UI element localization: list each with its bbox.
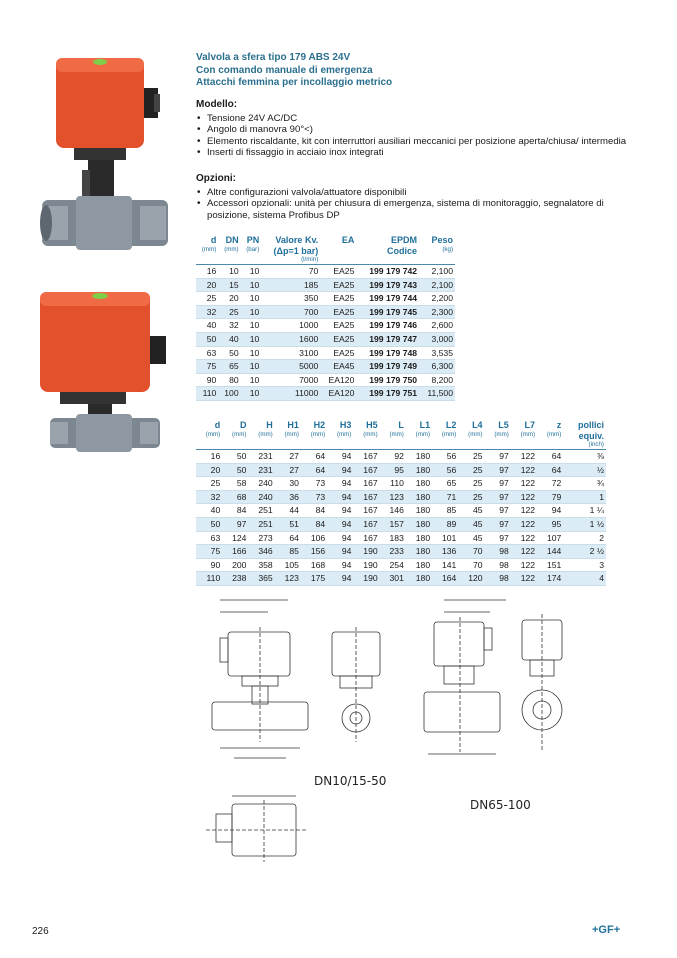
- table-cell: 10: [241, 292, 262, 306]
- table-cell: 180: [406, 545, 432, 559]
- table-cell: 95: [380, 463, 406, 477]
- table-cell: 20: [196, 463, 222, 477]
- table-cell: 97: [485, 504, 511, 518]
- table-cell: 1000: [261, 319, 320, 333]
- table-cell: 84: [222, 504, 248, 518]
- table-cell: 122: [511, 463, 537, 477]
- table-cell: 180: [406, 463, 432, 477]
- table-cell: 251: [248, 517, 274, 531]
- table-cell: EA120: [320, 373, 356, 387]
- table-cell: 199 179 747: [356, 332, 419, 346]
- codes-table-header: [196, 235, 455, 265]
- opzioni-heading: Opzioni:: [196, 173, 236, 184]
- table-cell: 32: [196, 490, 222, 504]
- column-header: H2 (mm): [310, 420, 326, 438]
- table-cell: 95: [537, 517, 563, 531]
- drawing-label-small: DN10/15-50: [314, 774, 387, 788]
- table-cell: 32: [196, 305, 218, 319]
- valve-photo-small: [36, 50, 176, 265]
- table-cell: 73: [301, 477, 327, 491]
- column-header: D (mm): [232, 420, 247, 438]
- table-cell: 40: [196, 504, 222, 518]
- column-header: L4 (mm): [468, 420, 483, 438]
- table-cell: 10: [241, 346, 262, 360]
- column-header: H1 (mm): [284, 420, 299, 438]
- table-cell: ⅜: [563, 450, 606, 464]
- table-cell: 167: [353, 531, 379, 545]
- table-cell: 301: [380, 572, 406, 586]
- table-cell: 97: [485, 477, 511, 491]
- dimensions-table: [196, 420, 606, 586]
- column-header: pollici equiv. (inch): [577, 420, 604, 448]
- table-cell: 25: [458, 463, 484, 477]
- table-cell: EA25: [320, 292, 356, 306]
- table-cell: 200: [222, 558, 248, 572]
- valve-photo-large: [36, 288, 176, 458]
- table-cell: 84: [301, 517, 327, 531]
- table-cell: EA120: [320, 387, 356, 401]
- table-cell: 56: [432, 463, 458, 477]
- table-cell: 122: [511, 572, 537, 586]
- table-cell: 365: [248, 572, 274, 586]
- table-cell: 64: [301, 450, 327, 464]
- table-cell: 151: [537, 558, 563, 572]
- table-cell: 185: [261, 278, 320, 292]
- table-cell: 25: [196, 292, 218, 306]
- table-cell: 199 179 750: [356, 373, 419, 387]
- table-cell: 180: [406, 531, 432, 545]
- table-cell: ¾: [563, 477, 606, 491]
- table-cell: 45: [458, 504, 484, 518]
- table-cell: 75: [196, 545, 222, 559]
- table-cell: 30: [275, 477, 301, 491]
- table-cell: 144: [537, 545, 563, 559]
- table-cell: 168: [301, 558, 327, 572]
- table-cell: 167: [353, 490, 379, 504]
- column-header: L7 (mm): [520, 420, 536, 438]
- table-row: [196, 305, 455, 319]
- table-cell: 10: [241, 373, 262, 387]
- table-cell: 199 179 744: [356, 292, 419, 306]
- table-cell: 51: [275, 517, 301, 531]
- table-cell: 180: [406, 558, 432, 572]
- table-cell: 50: [222, 450, 248, 464]
- table-cell: 97: [485, 463, 511, 477]
- table-cell: 2,600: [419, 319, 455, 333]
- table-cell: 11,500: [419, 387, 455, 401]
- product-title: [196, 52, 636, 90]
- table-cell: 2,100: [419, 265, 455, 279]
- column-header: PN (bar): [246, 235, 260, 253]
- table-cell: 146: [380, 504, 406, 518]
- column-header: H3 (mm): [336, 420, 352, 438]
- table-cell: 122: [511, 558, 537, 572]
- table-cell: 122: [511, 504, 537, 518]
- table-cell: 25: [458, 490, 484, 504]
- opzioni-section: [196, 173, 636, 221]
- modello-item: • Tensione 24V AC/DC: [196, 113, 636, 125]
- column-header: Peso (kg): [431, 235, 453, 253]
- table-cell: 2: [563, 531, 606, 545]
- table-cell: 75: [196, 360, 218, 374]
- table-cell: 89: [432, 517, 458, 531]
- table-cell: 110: [196, 387, 218, 401]
- table-row: [196, 346, 455, 360]
- modello-item: • Elemento riscaldante, kit con interruttori ausiliari meccanici per posizione aperta/chiusa/ intermedia: [196, 136, 636, 148]
- table-cell: 94: [327, 545, 353, 559]
- dimensions-table-body: [196, 450, 606, 586]
- table-cell: 122: [511, 531, 537, 545]
- table-cell: 233: [380, 545, 406, 559]
- table-cell: 10: [241, 387, 262, 401]
- table-cell: 94: [537, 504, 563, 518]
- table-cell: 120: [458, 572, 484, 586]
- table-cell: 40: [196, 319, 218, 333]
- table-cell: 180: [406, 504, 432, 518]
- table-cell: 85: [432, 504, 458, 518]
- table-cell: 97: [485, 517, 511, 531]
- table-cell: 70: [458, 558, 484, 572]
- table-cell: EA25: [320, 278, 356, 292]
- table-row: [196, 278, 455, 292]
- table-cell: 94: [327, 490, 353, 504]
- table-cell: 3,000: [419, 332, 455, 346]
- column-header: EPDM Codice: [387, 235, 418, 256]
- title-line-3: Attacchi femmina per incollaggio metrico: [196, 77, 393, 88]
- table-cell: 15: [218, 278, 240, 292]
- table-cell: 25: [458, 477, 484, 491]
- table-cell: 10: [241, 332, 262, 346]
- table-row: [196, 332, 455, 346]
- page-number: 226: [32, 926, 49, 937]
- table-cell: 20: [196, 278, 218, 292]
- table-cell: 180: [406, 517, 432, 531]
- table-cell: 50: [218, 346, 240, 360]
- table-cell: 71: [432, 490, 458, 504]
- table-cell: 251: [248, 504, 274, 518]
- column-header: EA: [341, 235, 355, 245]
- table-cell: 238: [222, 572, 248, 586]
- table-cell: 157: [380, 517, 406, 531]
- table-cell: 164: [432, 572, 458, 586]
- table-cell: 5000: [261, 360, 320, 374]
- modello-section: [196, 99, 636, 159]
- table-row: [196, 504, 606, 518]
- table-cell: 25: [458, 450, 484, 464]
- table-cell: 156: [301, 545, 327, 559]
- technical-drawing-large: [420, 592, 590, 782]
- table-cell: 175: [301, 572, 327, 586]
- table-row: [196, 360, 455, 374]
- table-row: [196, 450, 606, 464]
- table-cell: 50: [196, 332, 218, 346]
- table-cell: 3100: [261, 346, 320, 360]
- table-cell: 122: [511, 490, 537, 504]
- table-cell: 73: [301, 490, 327, 504]
- table-cell: 80: [218, 373, 240, 387]
- table-cell: 4: [563, 572, 606, 586]
- table-cell: 240: [248, 477, 274, 491]
- table-row: [196, 387, 455, 401]
- table-cell: 79: [537, 490, 563, 504]
- table-cell: 231: [248, 450, 274, 464]
- table-row: [196, 545, 606, 559]
- table-cell: 3,535: [419, 346, 455, 360]
- table-row: [196, 517, 606, 531]
- table-cell: 199 179 743: [356, 278, 419, 292]
- table-cell: 64: [537, 463, 563, 477]
- table-cell: 98: [485, 545, 511, 559]
- table-row: [196, 572, 606, 586]
- table-cell: 190: [353, 558, 379, 572]
- table-row: [196, 319, 455, 333]
- table-cell: 180: [406, 450, 432, 464]
- table-cell: 94: [327, 558, 353, 572]
- table-cell: EA25: [320, 305, 356, 319]
- table-cell: 50: [196, 517, 222, 531]
- table-cell: 199 179 746: [356, 319, 419, 333]
- column-header: L2 (mm): [441, 420, 457, 438]
- table-cell: 123: [380, 490, 406, 504]
- table-cell: 190: [353, 545, 379, 559]
- table-cell: 70: [458, 545, 484, 559]
- table-cell: 122: [511, 545, 537, 559]
- table-cell: 110: [380, 477, 406, 491]
- drawing-label-large: DN65-100: [470, 798, 531, 812]
- opzioni-item: • Altre configurazioni valvola/attuatore disponibili: [196, 187, 636, 199]
- column-header: d (mm): [201, 235, 217, 253]
- table-cell: 36: [275, 490, 301, 504]
- column-header: L1 (mm): [415, 420, 431, 438]
- title-line-1: Valvola a sfera tipo 179 ABS 24V: [196, 52, 351, 63]
- opzioni-item: • Accessori opzionali: unità per chiusura di emergenza, sistema di monitoraggio, segnalatore di posizione, sistema Profibus DP: [196, 198, 636, 221]
- table-cell: 183: [380, 531, 406, 545]
- table-cell: 72: [537, 477, 563, 491]
- table-cell: 106: [301, 531, 327, 545]
- table-cell: 97: [485, 450, 511, 464]
- table-cell: 97: [485, 490, 511, 504]
- table-cell: 84: [301, 504, 327, 518]
- table-cell: 100: [218, 387, 240, 401]
- column-header: H (mm): [258, 420, 273, 438]
- table-cell: 16: [196, 450, 222, 464]
- table-cell: 94: [327, 477, 353, 491]
- table-cell: 700: [261, 305, 320, 319]
- table-cell: 180: [406, 490, 432, 504]
- table-cell: 167: [353, 504, 379, 518]
- table-cell: 2 ½: [563, 545, 606, 559]
- table-cell: 45: [458, 531, 484, 545]
- table-cell: 122: [511, 450, 537, 464]
- table-cell: 32: [218, 319, 240, 333]
- table-cell: 64: [537, 450, 563, 464]
- table-cell: 346: [248, 545, 274, 559]
- table-cell: 16: [196, 265, 218, 279]
- modello-item: • Angolo di manovra 90°<): [196, 124, 636, 136]
- table-cell: EA25: [320, 346, 356, 360]
- table-cell: 122: [511, 517, 537, 531]
- modello-heading: Modello:: [196, 99, 238, 110]
- gf-logo: +GF+: [592, 924, 621, 936]
- table-cell: 167: [353, 450, 379, 464]
- table-cell: 94: [327, 450, 353, 464]
- table-cell: 254: [380, 558, 406, 572]
- table-cell: 1: [563, 490, 606, 504]
- table-cell: 122: [511, 477, 537, 491]
- table-cell: 273: [248, 531, 274, 545]
- table-row: [196, 265, 455, 279]
- codes-table-body: [196, 265, 455, 401]
- table-cell: 90: [196, 558, 222, 572]
- table-cell: 350: [261, 292, 320, 306]
- table-cell: 141: [432, 558, 458, 572]
- table-cell: 190: [353, 572, 379, 586]
- table-cell: 44: [275, 504, 301, 518]
- table-cell: EA25: [320, 319, 356, 333]
- column-header: L5 (mm): [494, 420, 509, 438]
- table-cell: 64: [275, 531, 301, 545]
- table-cell: 45: [458, 517, 484, 531]
- table-cell: 124: [222, 531, 248, 545]
- table-cell: 3: [563, 558, 606, 572]
- table-cell: 110: [196, 572, 222, 586]
- dimensions-table-header: [196, 420, 606, 450]
- table-cell: 10: [218, 265, 240, 279]
- table-cell: 107: [537, 531, 563, 545]
- table-cell: 7000: [261, 373, 320, 387]
- table-cell: 94: [327, 531, 353, 545]
- table-cell: 94: [327, 504, 353, 518]
- table-cell: 167: [353, 517, 379, 531]
- table-cell: 231: [248, 463, 274, 477]
- table-cell: 70: [261, 265, 320, 279]
- table-cell: 8,200: [419, 373, 455, 387]
- table-cell: 101: [432, 531, 458, 545]
- table-cell: 105: [275, 558, 301, 572]
- table-cell: 94: [327, 463, 353, 477]
- table-cell: 97: [485, 531, 511, 545]
- table-cell: 10: [241, 360, 262, 374]
- table-cell: 58: [222, 477, 248, 491]
- table-cell: 199 179 748: [356, 346, 419, 360]
- table-row: [196, 558, 606, 572]
- table-cell: 25: [196, 477, 222, 491]
- table-cell: 199 179 742: [356, 265, 419, 279]
- column-header: z (mm): [546, 420, 562, 438]
- table-row: [196, 477, 606, 491]
- table-cell: 94: [327, 517, 353, 531]
- table-cell: 199 179 749: [356, 360, 419, 374]
- table-row: [196, 463, 606, 477]
- table-cell: 27: [275, 450, 301, 464]
- table-cell: 10: [241, 319, 262, 333]
- table-cell: 64: [301, 463, 327, 477]
- column-header: L (mm): [389, 420, 404, 438]
- column-header: DN (mm): [224, 235, 239, 253]
- table-cell: 20: [218, 292, 240, 306]
- table-cell: 2,200: [419, 292, 455, 306]
- table-cell: 167: [353, 477, 379, 491]
- table-cell: 180: [406, 572, 432, 586]
- table-row: [196, 373, 455, 387]
- table-cell: 174: [537, 572, 563, 586]
- table-cell: 40: [218, 332, 240, 346]
- table-cell: 199 179 745: [356, 305, 419, 319]
- table-cell: 63: [196, 346, 218, 360]
- table-cell: 358: [248, 558, 274, 572]
- table-cell: 1600: [261, 332, 320, 346]
- table-cell: 25: [218, 305, 240, 319]
- table-cell: 10: [241, 305, 262, 319]
- table-cell: 98: [485, 558, 511, 572]
- table-row: [196, 531, 606, 545]
- table-cell: 65: [432, 477, 458, 491]
- table-cell: 92: [380, 450, 406, 464]
- table-cell: 1 ¼: [563, 504, 606, 518]
- table-row: [196, 490, 606, 504]
- technical-drawing-top: [196, 790, 346, 870]
- table-cell: 240: [248, 490, 274, 504]
- table-cell: 10: [241, 265, 262, 279]
- table-cell: 65: [218, 360, 240, 374]
- table-cell: EA45: [320, 360, 356, 374]
- table-cell: 167: [353, 463, 379, 477]
- table-cell: 2,300: [419, 305, 455, 319]
- table-cell: 10: [241, 278, 262, 292]
- table-cell: 123: [275, 572, 301, 586]
- table-row: [196, 292, 455, 306]
- table-cell: 56: [432, 450, 458, 464]
- column-header: d (mm): [205, 420, 221, 438]
- modello-item: • Inserti di fissaggio in acciaio inox integrati: [196, 147, 636, 159]
- table-cell: 27: [275, 463, 301, 477]
- table-cell: 11000: [261, 387, 320, 401]
- table-cell: 94: [327, 572, 353, 586]
- table-cell: 199 179 751: [356, 387, 419, 401]
- codes-table: [196, 235, 455, 401]
- table-cell: 85: [275, 545, 301, 559]
- table-cell: 68: [222, 490, 248, 504]
- title-line-2: Con comando manuale di emergenza: [196, 64, 373, 76]
- table-cell: 50: [222, 463, 248, 477]
- table-cell: 1 ½: [563, 517, 606, 531]
- column-header: H5 (mm): [363, 420, 378, 438]
- table-cell: EA25: [320, 332, 356, 346]
- table-cell: 136: [432, 545, 458, 559]
- table-cell: 166: [222, 545, 248, 559]
- table-cell: 2,100: [419, 278, 455, 292]
- table-cell: 90: [196, 373, 218, 387]
- table-cell: 98: [485, 572, 511, 586]
- technical-drawing-small: [190, 592, 400, 772]
- table-cell: 6,300: [419, 360, 455, 374]
- table-cell: 63: [196, 531, 222, 545]
- table-cell: 97: [222, 517, 248, 531]
- table-cell: EA25: [320, 265, 356, 279]
- column-header: Valore Kv. (Δp=1 bar) (l/min): [273, 235, 319, 263]
- table-cell: ½: [563, 463, 606, 477]
- table-cell: 180: [406, 477, 432, 491]
